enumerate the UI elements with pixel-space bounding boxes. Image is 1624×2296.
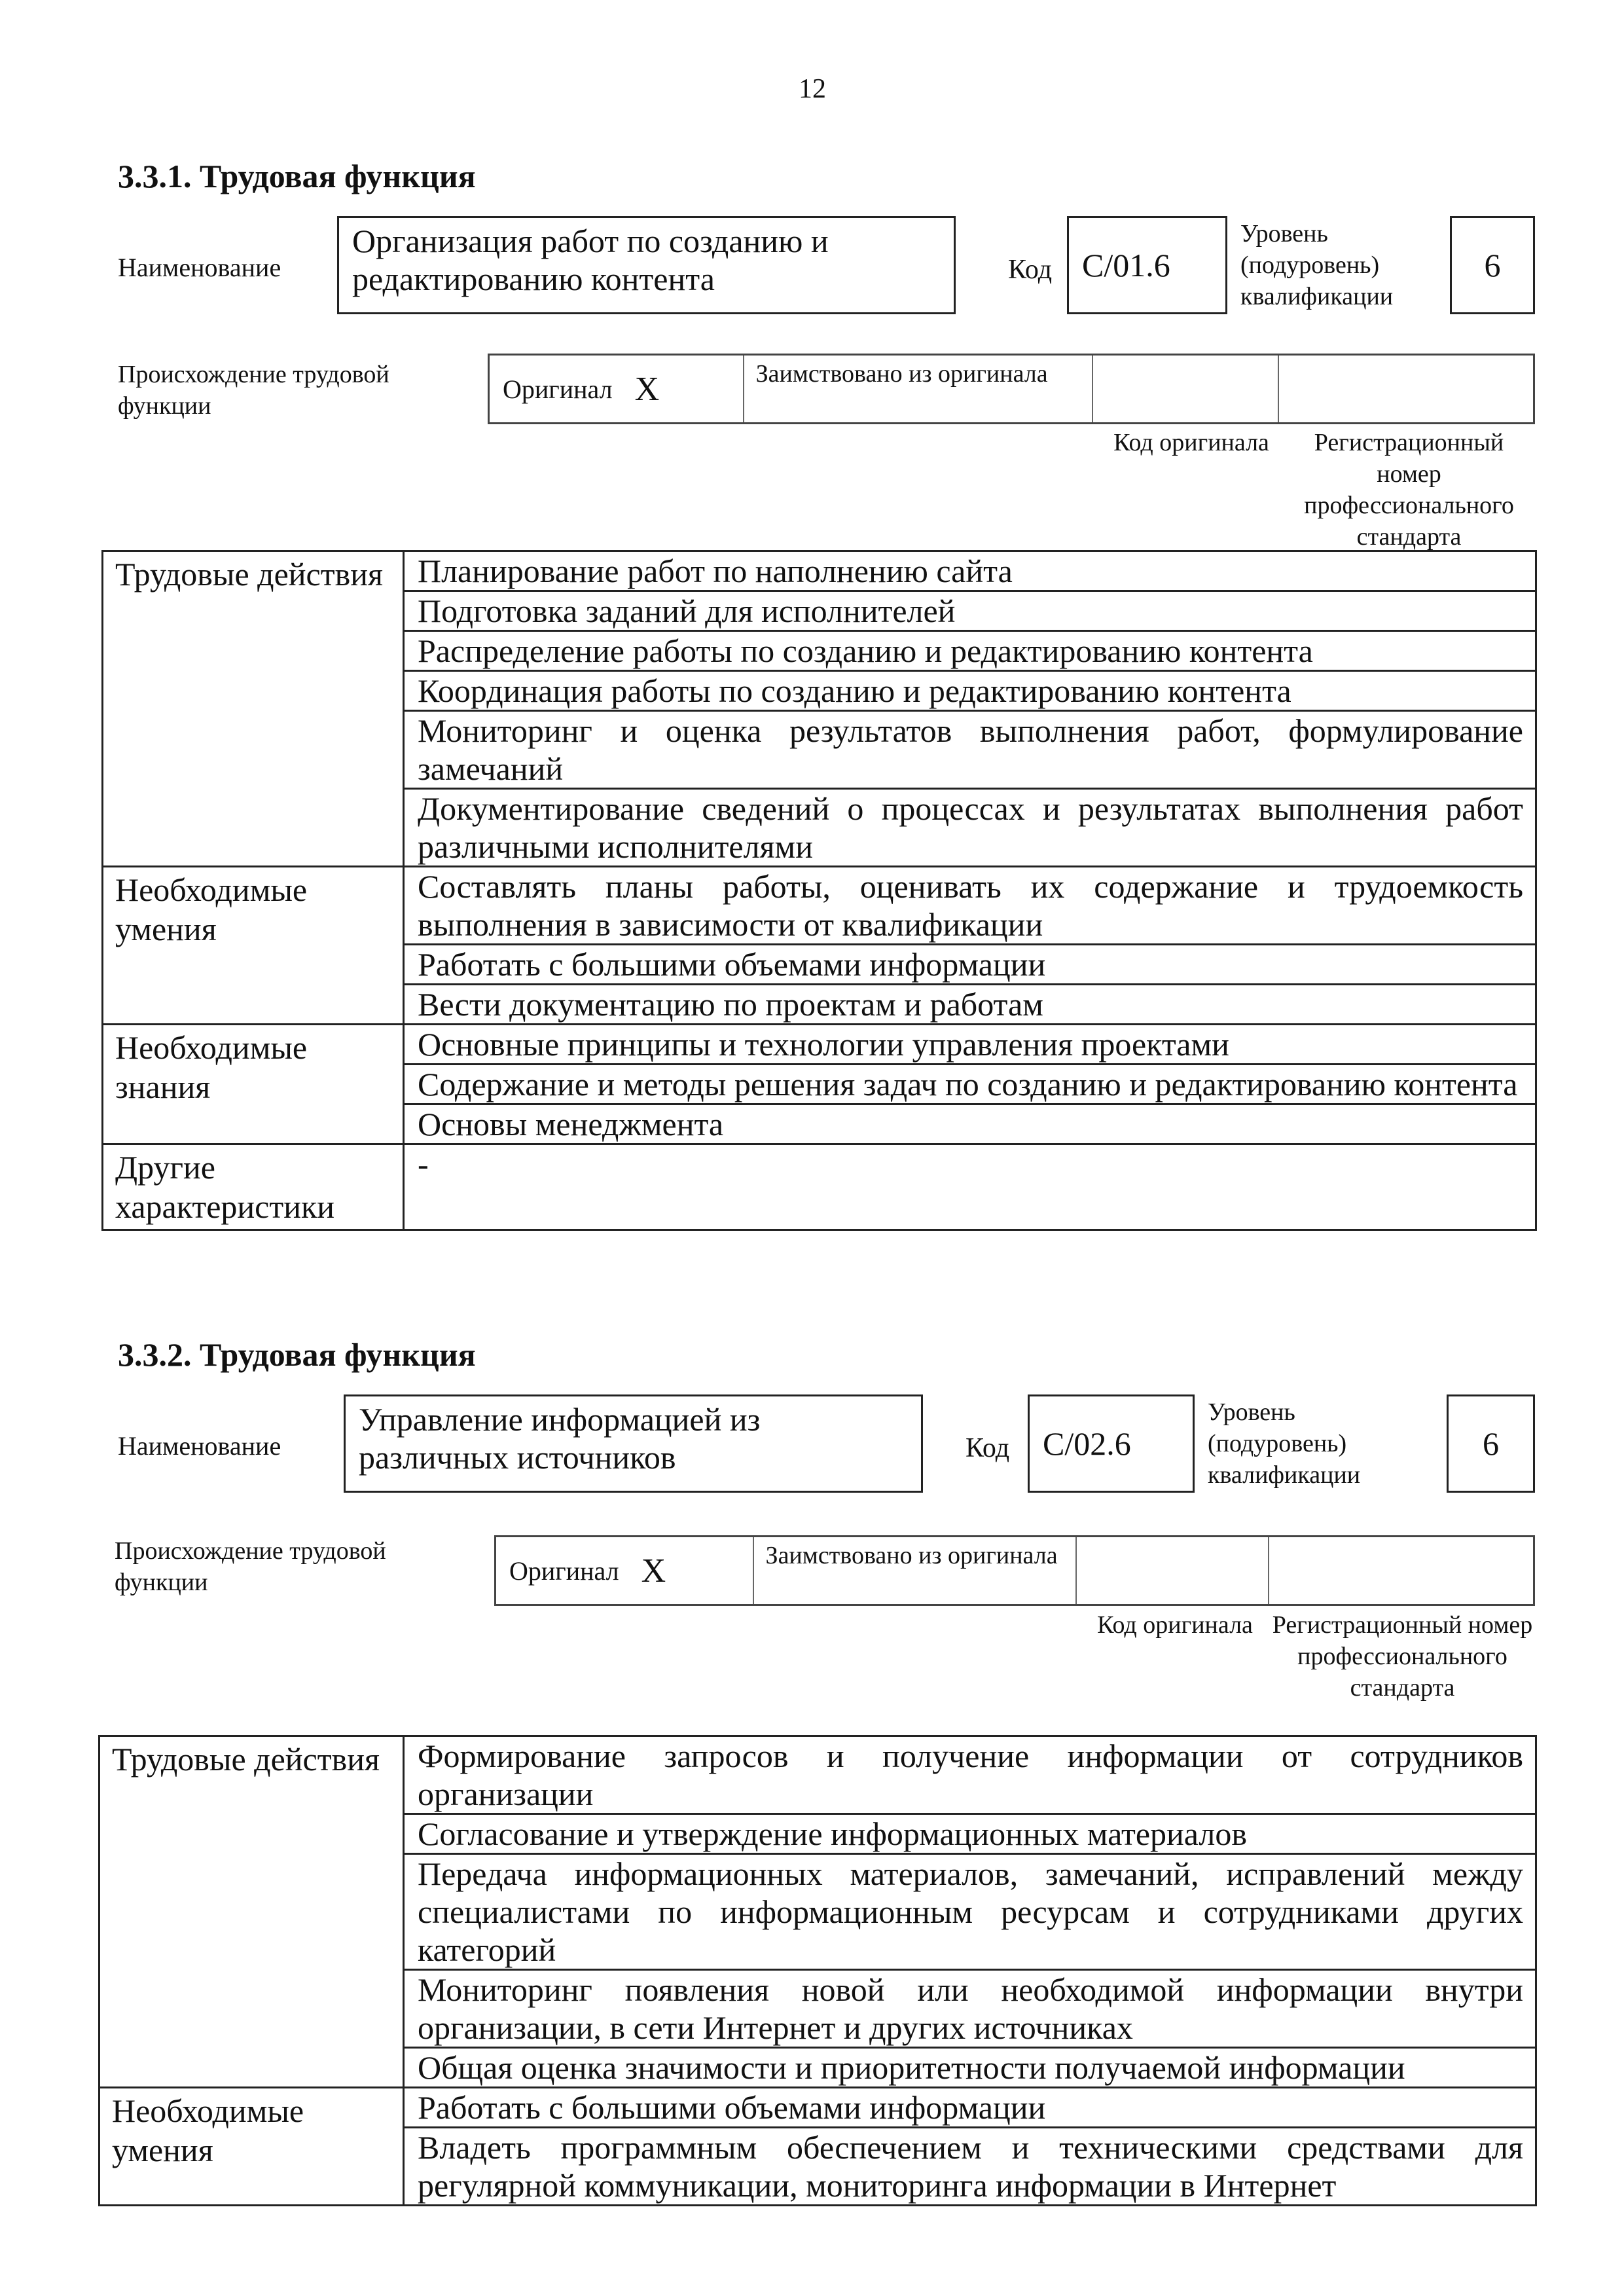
code-label: Код xyxy=(965,1433,1010,1463)
list-item: Согласование и утверждение информационных материалов xyxy=(404,1814,1536,1854)
borrowed-label: Заимствовано из оригинала xyxy=(755,360,1048,388)
section-heading: 3.3.1. Трудовая функция xyxy=(118,158,476,194)
borrowed-cell xyxy=(754,1537,1077,1604)
code-label: Код xyxy=(1008,255,1053,285)
code-value-box: C/01.6 xyxy=(1067,216,1227,314)
list-item: Планирование работ по наполнению сайта xyxy=(404,551,1536,591)
code-original-caption: Код оригинала xyxy=(1113,429,1269,456)
original-label: Оригинал xyxy=(503,374,613,404)
origin-table xyxy=(488,354,1535,424)
list-item: Основные принципы и технологии управления проектами xyxy=(404,1025,1536,1065)
reg-number-cell xyxy=(1279,355,1533,422)
row-label-actions: Трудовые действия xyxy=(99,1736,404,2088)
row-label-skills: Необходимые умения xyxy=(103,867,404,1025)
code-original-cell xyxy=(1093,355,1279,422)
table-row xyxy=(103,867,1536,945)
code-original-cell xyxy=(1077,1537,1269,1604)
origin-table xyxy=(494,1535,1535,1606)
reg-number-caption: Регистрационный номер профессионального стандарта xyxy=(1272,1611,1533,1702)
borrowed-cell xyxy=(744,355,1093,422)
original-label: Оригинал xyxy=(509,1556,619,1586)
original-mark: X xyxy=(634,370,660,408)
original-mark: X xyxy=(641,1552,666,1590)
list-item: Составлять планы работы, оценивать их содержание и трудоемкость выполнения в зависимости от квалификации xyxy=(404,867,1536,945)
reg-number-caption: Регистрационный номер профессионального стандарта xyxy=(1304,429,1514,551)
table-row xyxy=(103,551,1536,591)
list-item: Общая оценка значимости и приоритетности получаемой информации xyxy=(404,2048,1536,2088)
list-item: Мониторинг и оценка результатов выполнения работ, формулирование замечаний xyxy=(404,711,1536,789)
table-row xyxy=(103,1144,1536,1230)
list-item: Формирование запросов и получение информации от сотрудников организации xyxy=(404,1736,1536,1814)
code-value-box: C/02.6 xyxy=(1028,1394,1195,1493)
list-item: Работать с большими объемами информации xyxy=(404,945,1536,985)
level-value-box: 6 xyxy=(1447,1394,1535,1493)
page-number: 12 xyxy=(799,74,826,104)
list-item: Мониторинг появления новой или необходимой информации внутри организации, в сети Интернет и других источниках xyxy=(404,1970,1536,2048)
row-label-knowledge: Необходимые знания xyxy=(103,1025,404,1144)
level-label: Уровень (подуровень) квалификации xyxy=(1240,220,1394,310)
list-item: - xyxy=(404,1144,1536,1230)
origin-label: Происхождение трудовой функции xyxy=(115,1537,386,1596)
row-label-actions: Трудовые действия xyxy=(103,551,404,867)
list-item: Работать с большими объемами информации xyxy=(404,2088,1536,2128)
list-item: Документирование сведений о процессах и результатах выполнения работ различными исполнителями xyxy=(404,789,1536,867)
level-value-box: 6 xyxy=(1450,216,1535,314)
original-cell xyxy=(490,355,744,422)
level-label: Уровень (подуровень) квалификации xyxy=(1208,1398,1361,1489)
row-label-other: Другие характеристики xyxy=(103,1144,404,1230)
function-name-box: Организация работ по созданию и редактированию контента xyxy=(337,216,956,314)
list-item: Координация работы по созданию и редактированию контента xyxy=(404,671,1536,711)
function-table xyxy=(101,550,1537,1231)
reg-number-cell xyxy=(1269,1537,1533,1604)
list-item: Содержание и методы решения задач по созданию и редактированию контента xyxy=(404,1065,1536,1104)
original-cell xyxy=(496,1537,754,1604)
origin-label: Происхождение трудовой функции xyxy=(118,361,389,420)
section-heading: 3.3.2. Трудовая функция xyxy=(118,1336,476,1373)
name-label: Наименование xyxy=(118,1431,281,1461)
table-row xyxy=(99,1736,1536,1814)
list-item: Подготовка заданий для исполнителей xyxy=(404,591,1536,631)
row-label-skills: Необходимые умения xyxy=(99,2088,404,2206)
code-original-caption: Код оригинала xyxy=(1097,1611,1253,1639)
name-label: Наименование xyxy=(118,253,281,282)
function-table xyxy=(98,1735,1537,2206)
function-name-box: Управление информацией из различных источников xyxy=(344,1394,923,1493)
table-row xyxy=(103,1025,1536,1065)
table-row xyxy=(99,2088,1536,2128)
list-item: Передача информационных материалов, замечаний, исправлений между специалистами по информационным ресурсам и сотрудниками других категорий xyxy=(404,1854,1536,1970)
borrowed-label: Заимствовано из оригинала xyxy=(765,1542,1058,1569)
list-item: Распределение работы по созданию и редактированию контента xyxy=(404,631,1536,671)
list-item: Вести документацию по проектам и работам xyxy=(404,985,1536,1025)
list-item: Владеть программным обеспечением и техническими средствами для регулярной коммуникации, мониторинга информации в Интернет xyxy=(404,2128,1536,2206)
list-item: Основы менеджмента xyxy=(404,1104,1536,1144)
